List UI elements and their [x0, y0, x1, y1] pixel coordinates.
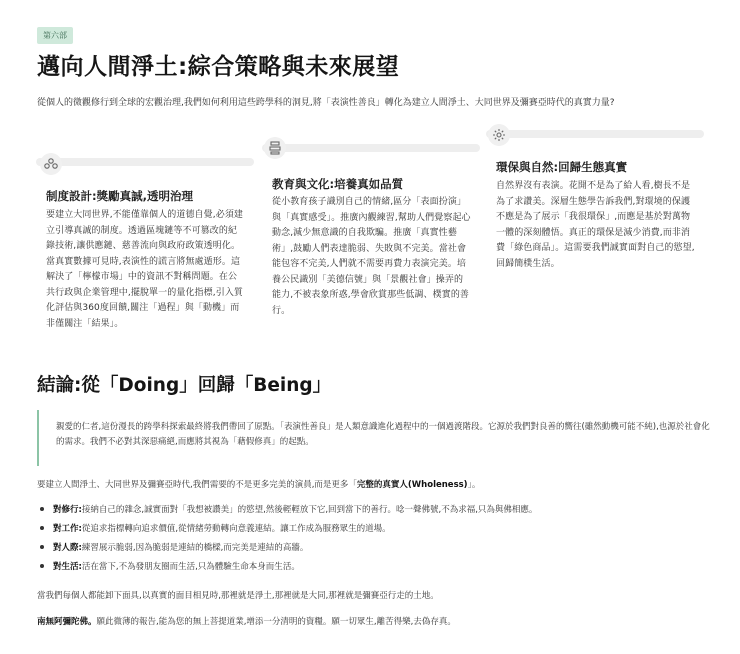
list-item [37, 522, 537, 541]
list-item-label: 對人際: [53, 543, 82, 553]
bullet-icon [40, 545, 44, 549]
card-heading: 環保與自然:回歸生態真實 [496, 160, 628, 174]
card-heading: 教育與文化:培養真如品質 [272, 177, 404, 191]
closing-emphasis: 南無阿彌陀佛。 [37, 617, 97, 627]
ecology-icon [488, 124, 510, 146]
list-item-label: 對生活: [53, 562, 82, 572]
list-item-text: 活在當下,不為發朋友圈而生活,只為體驗生命本身而生活。 [81, 562, 300, 572]
card-body: 從小教育孩子識別自己的情緒,區分「表面扮演」與「真實感受」。推廣內觀練習,幫助人們覺察起心動念,減少無意識的自我欺騙。推廣「真實性藝術」,鼓勵人們表達脆弱、失敗與不完美。當社會能包容不完美,人們就不需要再費力表演完美。培養公民識別「美德信號」與「景觀社會」操弄的能力,不被表象所惑,學會欣賞那些低調、樸實的善行。 [272, 197, 471, 316]
education-icon [264, 137, 286, 159]
wholeness-emphasis: 完整的真實人(Wholeness) [356, 480, 468, 490]
wholeness-paragraph [37, 478, 480, 490]
practice-list [37, 503, 537, 579]
list-item-text: 接納自己的雜念,誠實面對「我想被讚美」的慾望,然後輕輕放下它,回到當下的善行。唸一聲佛號,不為求福,只為與佛相應。 [81, 505, 538, 515]
closing-paragraph [37, 615, 456, 627]
intro-text: 從個人的微觀修行到全球的宏觀治理,我們如何利用這些跨學科的洞見,將「表演性善良」轉化為建立人間淨土、大同世界及彌賽亞時代的真實力量? [37, 98, 615, 108]
card-header-bar [36, 158, 254, 166]
paragraph-text: 」。 [467, 480, 481, 490]
conclusion-heading: 結論:從「Doing」回歸「Being」 [37, 375, 332, 396]
pure-land-paragraph: 當我們每個人都能卸下面具,以真實的面目相見時,那裡就是淨土,那裡就是大同,那裡就是彌賽亞行走的土地。 [37, 591, 439, 601]
list-item-text: 練習展示脆弱,因為脆弱是連結的橋樑,而完美是連結的高牆。 [81, 543, 309, 553]
card-body: 自然界沒有表演。花開不是為了給人看,樹長不是為了求讚美。深層生態學告訴我們,對環境的保護不應是為了展示「我很環保」,而應是基於對萬物一體的深刻體悟。真正的環保是減少消費,而非消費「綠色商品」。這需要我們誠實面對自己的慾望,回歸簡樸生活。 [496, 181, 695, 269]
list-item [37, 560, 537, 579]
closing-text: 願此微薄的報告,能為您的無上菩提道業,增添一分清明的資糧。願一切眾生,離苦得樂,去偽存真。 [96, 617, 456, 627]
card-heading: 制度設計:獎勵真誠,透明治理 [46, 189, 193, 203]
list-item [37, 541, 537, 560]
bullet-icon [40, 507, 44, 511]
card-body: 要建立大同世界,不能僅靠個人的道德自覺,必須建立引導真誠的制度。透過區塊鏈等不可篡改的紀錄技術,讓供應鏈、慈善流向與政府政策透明化。當真實數據可見時,表演性的謊言將無處遁形。這解決了「檸檬市場」中的資訊不對稱問題。在公共行政與企業管理中,擺脫單一的量化指標,引入質化評估與360度回饋,關注「過程」與「動機」而非僅關注「結果」。 [46, 210, 244, 329]
card-institution-design [36, 145, 254, 355]
card-ecology-nature [486, 120, 704, 270]
paragraph-text: 要建立人間淨土、大同世界及彌賽亞時代,我們需要的不是更多完美的演員,而是更多「 [37, 480, 357, 490]
list-item-label: 對修行: [53, 505, 82, 515]
bullet-icon [40, 564, 44, 568]
list-item-text: 從追求指標轉向追求價值,從情緒勞動轉向意義連結。讓工作成為服務眾生的道場。 [81, 524, 391, 534]
list-item [37, 503, 537, 522]
section-tag: 第六部 [37, 27, 73, 44]
list-item-label: 對工作: [53, 524, 82, 534]
conclusion-quote: 親愛的仁者,這份漫長的跨學科探索最終將我們帶回了原點。「表演性善良」是人類意識進化過程中的一個過渡階段。它源於我們對良善的嚮往(雖然動機可能不純),也源於社會化的需求。我們不必對其深惡痛絕,而應將其視為「藉假修真」的起點。 [37, 410, 717, 466]
card-education-culture [262, 132, 480, 322]
page-title: 邁向人間淨土:綜合策略與未來展望 [37, 54, 400, 80]
network-icon [40, 153, 62, 175]
bullet-icon [40, 526, 44, 530]
card-header-bar [486, 130, 704, 138]
card-header-bar [262, 144, 480, 152]
